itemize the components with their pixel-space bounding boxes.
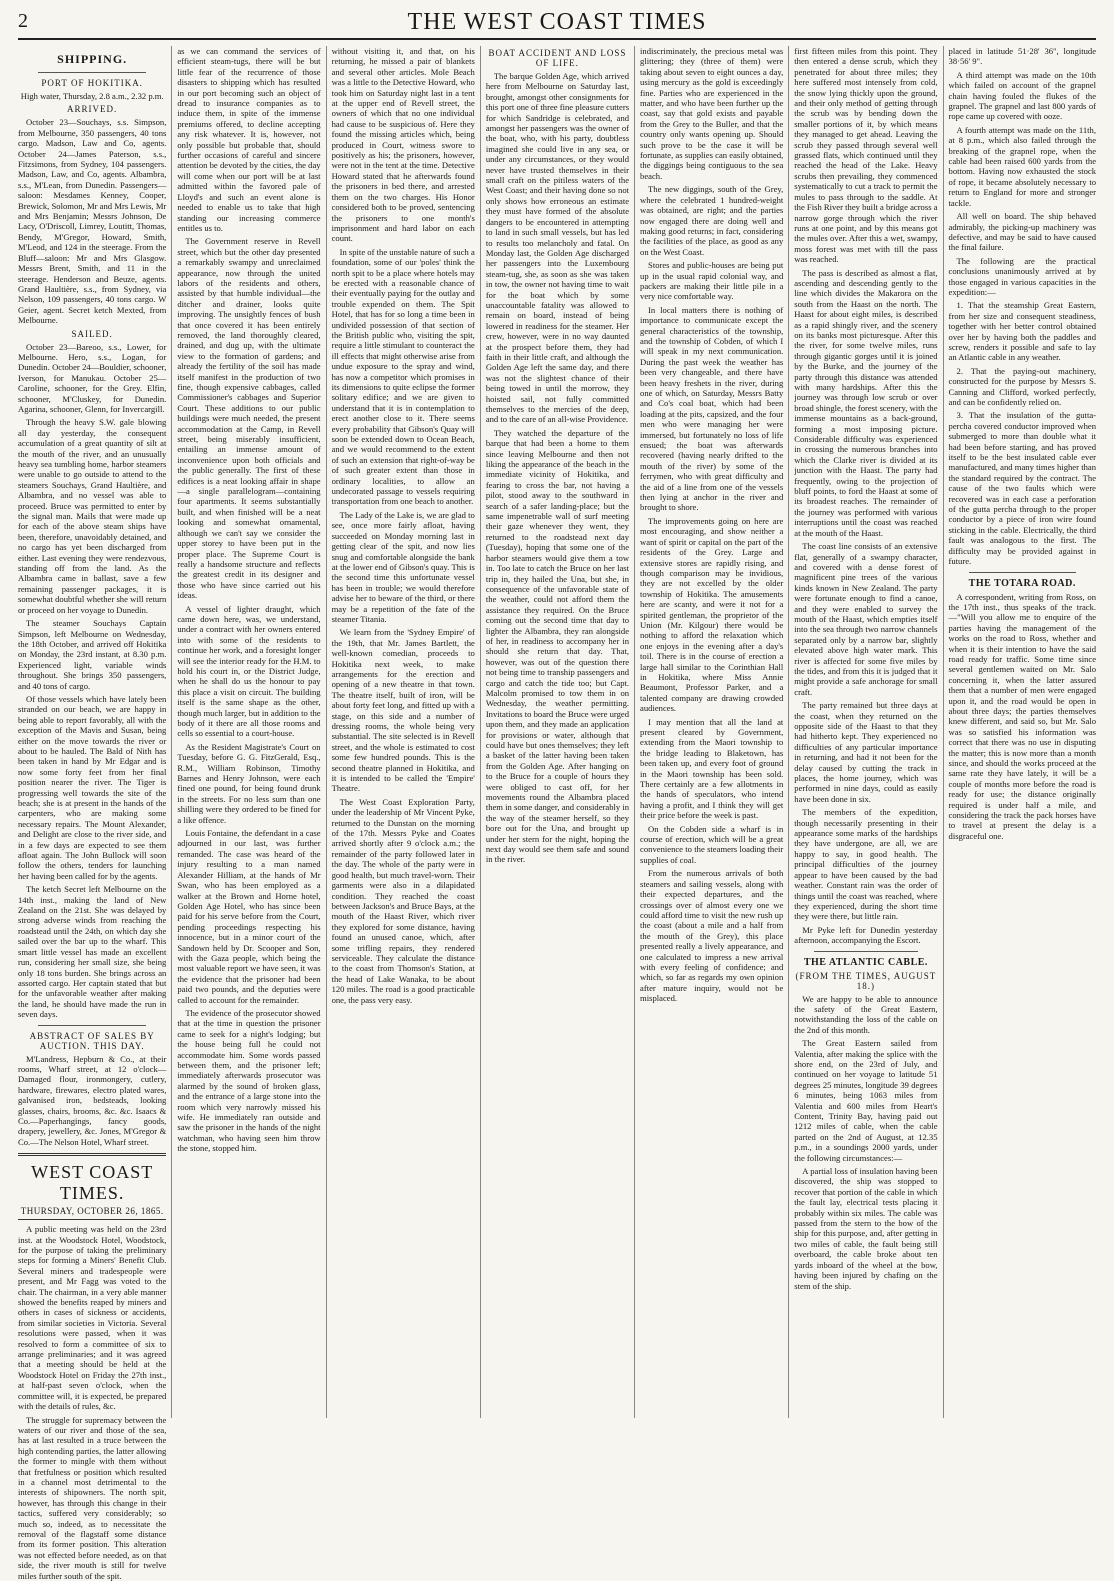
article-paragraph: The improvements going on here are most encouraging, and show neither a want of spirit or capital on the part of the residents of the Grey. Large and extensive stores are rapidly rising, and though comparison may be invidious, they are not excelled by the older township of Hokitika. The amusements here are scanty, and were it not for a spirited gentleman, the proprietor of the Union (Mr. Kilgour) there would be nothing to afford the relaxation which one enjoys in the evening after a day's toil. There is in the course of erection a large hall similar to the Corinthian Hall in Hokitika, where Miss Annie Beaumont, Professor Parker, and a talented company are drawing crowded audiences. [640,516,783,714]
article-paragraph: 1. That the steamship Great Eastern, from her size and consequent steadiness, together with her better control obtained over her by having both the paddles and screw, renders it possible and safe to lay an Atlantic cable in any weather. [949,300,1097,362]
article-paragraph: The West Coast Exploration Party, under the leadership of Mr Vincent Pyke, returned to the Dunstan on the morning of the 17th. Messrs Pyke and Coates arrived shortly after 9 o'clock a.m.; the remainder of the party followed later in the day. The whole of the party were in good health, but much travel-worn. Their garments were also in a dilapidated condition. They reached the coast between Jackson's and Bruce Bays, at the mouth of the Haast River, which river they explored for some distance, having found an unused canoe, which, after some trifling repairs, they rendered serviceable. They calculate the distance to the coast from Thomson's Station, at the head of Lake Wanaka, to be about 120 miles. The road is a good practicable one, the pass very easy. [332,797,475,1005]
column-3 [326,46,480,1418]
article-paragraph: All well on board. The ship behaved admirably, the picking-up machinery was defective, and may be said to have caused the final failure. [949,211,1097,253]
masthead [18,8,1096,40]
arrived-list: October 23—Souchays, s.s. Simpson, from Melbourne, 350 passengers, 40 tons cargo. Madson, Law and Co, agents. October 24—James Paterson, s.s., Fitzsimons, from Sydney, 104 passengers. Madson, Law, and Co, agents. Albambra, s.s., M'Lean, from Dunedin. Passengers—saloon: Mesdames Kenney, Cooper, Brewick, Solomon, Mr and Mrs Lewis, Mr and Mrs Benjamin; Messrs Johnson, De Lacy, O'Driscoll, Limrey, Loutitt, Thomas, Bendy, M'Gregor, Howard, Smith, M'Leod, and 124 in the steerage. From the Bluff—saloon: Mr and Mrs Glasgow. Messrs Brent, Smith, and 11 in the steerage. Henderson and Beuze, agents. Grand Haultière, s.s., from Sydney, via Nelson, 109 passengers, 40 tons cargo. W Geier, agent. Secret ketch Mexted, from Melbourne. [18,117,166,325]
article-paragraph: 3. That the insulation of the gutta-percha covered conductor improved when submerged to more than double what it had been before starting, and has proved itself to be the best insulated cable ever manufactured, and many times higher than the standard required by the contract. The cause of the two faults which were recovered was in each case a perforation of the gutta percha through to the proper conductor by a piece of iron wire found sticking in the cable. Electrically, the third fault was analogous to the first. The difficulty may be provided against in future. [949,410,1097,566]
port-heading: PORT OF HOKITIKA. [18,78,166,88]
article-paragraph: The coast line consists of an extensive flat, generally of a swampy character, and covered with a dense forest of magnificent pine trees of the various kinds known in New Zealand. The party were fortunate enough to find a canoe, and they were enabled to survey the mouth of the Haast, which empties itself into the sea through two narrow channels separated only by a narrow bar, slightly elevated above high water mark. This river is affected for some five miles by the tides, and from this it is judged that it might provide a safe anchorage for small craft. [794,541,937,697]
abstract-heading: ABSTRACT OF SALES BY AUCTION. THIS DAY. [18,1031,166,1051]
column-7 [943,46,1097,1418]
editorial-title: WEST COAST TIMES. [18,1162,166,1204]
divider [38,72,146,73]
divider [18,1153,166,1156]
column-5 [634,46,788,1418]
columns [18,46,1096,1418]
column-2 [171,46,325,1418]
article-paragraph: We are happy to be able to announce the safety of the Great Eastern, notwithstanding the loss of the cable on the 2nd of this month. [794,994,937,1036]
high-water: High water, Thursday, 2.8 a.m., 2.32 p.m. [18,91,166,101]
article-paragraph: Louis Fontaine, the defendant in a case adjourned in our last, was further remanded. The case was heard of the injury resulting to a man named Alexander Hilliam, at the hands of Mr Swan, who has been employed as a walker at the Brown and Horne hotel, Golden Age Hotel, who has since been paid for his serve before from the Court, pending proceedings respecting his innocence, but in a minor court of the Sandown held by Dr. Scooper and Son, with the Gaza people, which being the most valuable report we have seen, it was the evidence that the prisoner had been paid two pounds, and the deputies were called to account for the remainder. [177,828,320,1005]
article-paragraph: The party remained but three days at the coast, when they returned on the opposite side of the Haast to that they had hitherto kept. They experienced no difficulties of any particular importance in returning, and had it not been for the delay caused by cutting the track in places, the home journey, which was performed in nine days, could as easily have been done in six. [794,700,937,804]
article-paragraph: Stores and public-houses are being put up in the usual rapid colonial way, and packers are making their little pile in a very nice comfortable way. [640,260,783,302]
article-paragraph: In local matters there is nothing of importance to communicate except the general characteristics of the township, and the township of Cobden, of which I will speak in my next communication. During the past week the weather has been very changeable, and there have been heavy freshets in the river, during one of which, on Saturday, Messrs Batty and Co's coal boat, which had been loading at the pits, capsized, and the four men who were managing her were immersed, but fortunately no loss of life ensued; the boat was afterwards recovered (having nearly drifted to the mouth of the river) by some of the ferrymen, who with great difficulty and the aid of a line from one of the vessels then lying at anchor in the river and brought to shore. [640,305,783,513]
article-paragraph: Mr Pyke left for Dunedin yesterday afternoon, accompanying the Escort. [794,925,937,946]
article-paragraph: The new diggings, south of the Grey, where the celebrated 1 hundred-weight was obtained, are right; and the parties now engaged there are doing well and making good returns; in fact, considering the facilities of the place, as good as any on the West Coast. [640,184,783,257]
article-paragraph: From the numerous arrivals of both steamers and sailing vessels, along with their expected departures, and the crossings over of almost every one we could afford time to visit the new rush up the coast (about a mile and a half from the mouth of the Grey), this place presented really a lively appearance, and one calculated to impress a new arrival with every feeling of confidence; and which, so far as regards my own opinion after mature inquiry, would not be misplaced. [640,868,783,1003]
editorial-paragraph: The struggle for supremacy between the waters of our river and those of the sea, has at last resulted in a truce between the high contending parties, the latter allowing the former to mingle with them without that fretfulness or position which resulted in a channel most detrimental to the interests of shipowners. The north spit, however, has through this change in their tactics, suffered very considerably; so much so, indeed, as to necessitate the removal of the flagstaff some distance from its former position. This alteration was not effected before needed, as on that side, the river mouth is still for twelve miles further south of the spit. [18,1415,166,1581]
article-paragraph: The pass is described as almost a flat, ascending and descending gently to the line which divides the Makarora on the south from the Haast on the north. The Haast for about eight miles, is described as a rapid shingly river, and the scenery on its banks most picturesque. After this the river, for some twelve miles, runs through gigantic gorges until it is joined by the Burke, and the journey of the party through this distance was attended with many hardships. After this the journey was through low scrub or over broad shingle, the forest scenery, with the immense mountains as a back-ground, forming a most imposing picture. Considerable difficulty was experienced in crossing the numerous branches into which the Clarke river is divided at its junction with the Haast. The party had frequently, owing to the projection of bluff points, to ford the Haast at some of its broadest reaches. The remainder of the journey was performed with various interruptions until the coast was reached at the mouth of the Haast. [794,268,937,539]
article-paragraph: A vessel of lighter draught, which came down here, was, we understand, under a contract with her owners entered into with some of the residents to continue her work, and a foresight longer will see the interior ready for the H.M. to hold his court in, or the District Judge, when he shall do us the honour to pay this place a visit on circuit. The building itself is the same shape as the other, though much larger, but in addition to the body of it there are all those rooms and cells so essential to a court-house. [177,604,320,739]
page-number: 2 [18,10,28,33]
article-paragraph: as we can command the services of efficient steam-tugs, there will be but little fear of the recurrence of those disasters to shipping which has resulted in our port becoming such an object of dread to insurance companies as to induce them, in spite of the immense premiums offered, to decline accepting any risk whatever. It is, however, not only possible but probable that, should further occasions of careful and sincere attention be devoted by the cities, the day will come when our port will be at last admitted within the favored pale of Lloyd's and such an event alone is needed to enable us to take that high standing our increasing commerce entitles us to. [177,46,320,233]
sailed-list: October 23—Bareoo, s.s., Lower, for Melbourne. Hero, s.s., Logan, for Dunedin. October 24—Bouldier, schooner, Iverson, for Manukau. October 25—Caroline, schooner, for the Grey. Elfin, schooner, M'Cluskey, for Dunedin. Agarina, schooner, Glenn, for Invercargill. [18,342,166,415]
column-6 [788,46,942,1418]
boat-accident-heading: BOAT ACCIDENT AND LOSS OF LIFE. [486,48,629,68]
article-paragraph: On the Cobden side a wharf is in course of erection, which will be a great convenience to the steamers loading their supplies of coal. [640,824,783,866]
article-paragraph: The Great Eastern sailed from Valentia, after making the splice with the shore end, on the 23rd of July, and continued on her voyage to latitude 51 degrees 25 minutes, longitude 39 degrees 6 minutes, being 1063 miles from Valentia and 600 miles from Heart's Content, Trinity Bay, having paid out 1212 miles of cable, when the cable parted on the 2nd of August, at 12.35 p.m., in a soundings 2000 yards, under the following circumstances:— [794,1038,937,1163]
sailed-label: SAILED. [18,329,166,339]
article-paragraph: In spite of the unstable nature of such a foundation, some of our 'poles' think the north spit to be a place where hotels may be erected with a reasonable chance of their eventually paying for the outlay and trouble expended on them. The Spit Hotel, that has for so long a time been in undivided possession of that section of the British public who, visiting the spit, require a little stimulant to counteract the ill effects that might otherwise arise from undue exposure to the spray and wind, has now a competitor which promises in its dimensions to quite eclipse the former solitary edifice; and we are given to understand that it is in contemplation to erect another close to it. There seems every probability that Gibson's Quay will soon be extended down to Ocean Beach, and we would recommend to the extent of such an extension that right-of-way be of such greater extent than those in ordinary localities, to allow an undecorated passage to vessels requiring transportation from one beach to another. [332,247,475,507]
article-paragraph: first fifteen miles from this point. They then entered a dense scrub, which they penetrated for about three miles; they here suffered most intensely from cold, the snow lying thickly upon the ground, and their only method of getting through the scrub was by bending down the smaller portions of it, by which means they managed to get ahead. Leaving the scrub they passed through several well grassed flats, which continued until they reached the head of the Lake. Heavy scrubs then prevailing, they commenced systematically to cut a track to permit the mules to pass through to the saddle. At the Fish River they built a bridge across a narrow gorge through which the river runs at one point, and by this means got the mules over. After this a wet, swampy, moss forest was met with till the pass was reached. [794,46,937,265]
editorial-date: THURSDAY, OCTOBER 26, 1865. [18,1206,166,1220]
shipping-paragraph: The steamer Souchays Captain Simpson, left Melbourne on Wednesday, the 18th October, and arrived off Hokitika on Monday, the 23rd instant, at 8.30 p.m. Experienced light, variable winds throughout. She brings 350 passengers, and 40 tons of cargo. [18,618,166,691]
divider [814,951,917,952]
newspaper-title: THE WEST COAST TIMES [18,8,1096,36]
abstract-text: M'Landress, Hepburn & Co., at their rooms, Wharf street, at 12 o'clock—Damaged flour, ironmongery, cutlery, hardware, firewares, electro plated wares, galvanised iron, bedsteads, looking glasses, chairs, brooms, &c. &c. Isaacs & Co.—Paperhangings, fancy goods, drapery, jewellery, &c. Jones, M'Gregor & Co.—The Nelson Hotel, Wharf street. [18,1054,166,1148]
divider [969,572,1077,573]
article-paragraph: As the Resident Magistrate's Court on Tuesday, before G. G. FitzGerald, Esq., R.M., William Robinson, Timothy Barnes and Henry Johnson, were each fined one pound, for being found drunk in the streets. For no less sum than one shilling were they ordered to be fined for a like offence. [177,742,320,825]
article-paragraph: They watched the departure of the barque that had been a home to them since leaving Melbourne and then not liking the appearance of the beach in the immediate vicinity of Hokitika, and fearing to cross the bar, not having a pilot, stood away to the southward in search of a safer landing-place; but the same impenetrable wall of surf meeting their gaze whenever they went, they returned to the roadstead next day (Tuesday), hoping that some one of the harbor steamers would give them a tow in. Too late to catch the Bruce on her last trip in, they hailed the Una, but she, in consequence of the unfavorable state of the weather, could not afford them the assistance they required. On the Bruce coming out the second time that day to lighter the Albambra, they ran alongside of her, in readiness to accompany her in should she return that day. That, however, was out of the question there not being time to tranship passengers and cargo and catch the tide too; but Capt. Malcolm promised to tow them in on Wednesday, the weather permitting. Invitations to board the Bruce were urged upon them, and they made an application for provisions or water, although that could have but ones themselves; they left a basket of the latter having been taken from the Golden Age. After hanging on to the Bruce for a couple of hours they were obliged to cast off, for her movements round the Albambra placed them in some danger, and considerably in the way of the steamer herself, so they bore out for the Una, and brought up under her stern for the night, hoping the next day would see them safe and sound in the river. [486,428,629,865]
article-paragraph: without visiting it, and that, on his returning, he missed a pair of blankets and several other articles. Mole Beach was a little to the Detective Howard, who took him on Saturday night last in a tent at the upper end of Revell street, the owners of which that no one individual had cause to be suspicious of. Here they found the missing articles which, being produced in Court, witness swore to positively as his; the prisoners, however, were not in the tent at the time. Detective Howard stated that he afterwards found the prisoners in bed there, and arrested them on the two charges. His Honor considered both to be proved, sentencing the prisoners to one month's imprisonment and hard labor on each count. [332,46,475,244]
article-paragraph: The evidence of the prosecutor showed that at the time in question the prisoner came to seek for a night's lodging; but the house being full he could not accommodate him. Some words passed between them, and the prisoner left; immediately afterwards prosecutor was alarmed by the sound of broken glass, and the entrance of a large stone into the room which very narrowly missed his wife. He immediately ran outside and saw the prisoner in the hands of the night watchman, who having seen him throw the stone, stopped him. [177,1008,320,1154]
column-4 [480,46,634,1418]
column-1 [18,46,171,1418]
shipping-heading: SHIPPING. [18,52,166,67]
article-paragraph: The barque Golden Age, which arrived here from Melbourne on Saturday last, brought, amongst other consignments for this port one of three fine pleasure cutters for which Sandridge is celebrated, and amongst her passengers was the owner of the boat, who, with his party, doubtless imagined she could live in any sea, or under any circumstances, or they would never have trusted themselves in their small craft on the pitiless waters of the West Coast; and their having done so not only shows how erroneous an estimate they must have formed of the absolute dangers to be encountered in attempting to land in such small vessels, but has led to results too melancholy and fatal. On Monday last, the Golden Age discharged her passengers into the Luxembourg steam-tug, she, as soon as she was taken in tow, the owner not having time to wait for the boat which by some unaccountable fatality was allowed to remain on board, instead of being lowered in readiness for the steamer. Her crew, however, were in no way daunted at the prospect before them, they had faith in their little craft, and although the Golden Age left the same day, and there was not the slightest chance of their being towed in until the morrow, they hoisted sail, not fully committed themselves to the mercies of the deep, and to the care of an all-wise Providence. [486,71,629,425]
article-paragraph: A third attempt was made on the 10th which failed on account of the grapnel chain having fouled the flukes of the grapnel. The grapnel and last 800 yards of rope came up covered with ooze. [949,70,1097,122]
shipping-paragraph: Through the heavy S.W. gale blowing all day yesterday, the consequent accumulation of a great quantity of silt at the mouth of the river, and an unusually heavy sea tumbling home, harbor steamers were unable to go outside to attend to the steamers Souchays, Grand Haultière, and Albambra, and no vessel was able to proceed. Bruce was permitted to enter by the signal man. Mails that were made up for each of the above steam ships have been, therefore, unavoidably detained, and no cargo has yet been discharged from either. Last evening they were rendezvous, standing off from the land. As the Albambra came in ballast, save a few remaining passenger packages, it is somewhat doubtful whether she will return or proceed on her voyage to Dunedin. [18,417,166,615]
arrived-label: ARRIVED. [18,104,166,114]
atlantic-cable-heading: THE ATLANTIC CABLE. [794,957,937,968]
article-paragraph: The Government reserve in Revell street, which but the other day presented a remarkably swampy and unreclaimed appearance, now through the united labors of the residents and others, assisted by that humble individual—the ditcher and drainer, looks quite improving. The unsightly fences of bush that once covered it has been entirely removed, the land thoroughly cleared, drained, and dug up, with the ultimate view to the formation of gardens; and already the fertility of the soil has made itself manifest in the production of two fine, though expensive cabbages, called Commissioner's cabbages and Superior Court. These additions to our public buildings were much needed, the present accommodation at the Camp, in Revell street, being miserably insufficient, entailing an immense amount of inconvenience upon both officials and the public generally. The first of these edifices is a neat looking affair in shape—a single parallelogram—containing four apartments. It seems substantially built, and when finished will be a neat looking and somewhat ornamental, although we can't say we consider the upper storey to have been put in the proper place. The Supreme Court is really a handsome structure and reflects the greatest credit in its designer and those who have since carried out his ideas. [177,236,320,600]
article-paragraph: The Lady of the Lake is, we are glad to see, once more fairly afloat, having succeeded on Monday morning last in getting clear of the spit, and now lies snug and comfortable alongside the bank at the lower end of Gibson's quay. This is the second time this unfortunate vessel has been in trouble; we would therefore advise her to beware of the third, or there may be a repetition of the fate of the steamer Titania. [332,510,475,624]
article-paragraph: 2. That the paying-out machinery, constructed for the purpose by Messrs S. Canning and Clifford, worked perfectly, and can be confidently relied on. [949,366,1097,408]
article-paragraph: The members of the expedition, though necessarily presenting in their appearance some marks of the hardships they have undergone, are all, we are happy to say, in good health. The principal difficulties of the journey appear to have been caused by the bad weather. Constant rain was the order of things until the coast was reached, where they experienced, during the short time they were there, but little rain. [794,807,937,921]
totara-road-heading: THE TOTARA ROAD. [949,578,1097,589]
article-paragraph: We learn from the 'Sydney Empire' of the 19th, that Mr. James Bartlett, the well-known comedian, proceeds to Hokitika next week, to make arrangements for the erection and opening of a new theatre in that town. The theatre itself, built of iron, will be about forty feet long, and fitted up with a stage, on this side and a number of dressing rooms, the whole being very substantial. The site selected is in Revell street, and the whole is estimated to cost some few hundred pounds. This is the second theatre planned in Hokitika, and it is intended to be called the 'Empire' Theatre. [332,627,475,794]
article-paragraph: A partial loss of insulation having been discovered, the ship was stopped to recover that portion of the cable in which the fault lay, electrical tests placing it probably within six miles. The cable was passed from the stern to the bow of the ship for this purpose, and, after getting in two miles of cable, the fault being still overboard, the cable broke about ten yards inboard of the wheel at the bow, having been injured by chafing on the stem of the ship. [794,1166,937,1291]
article-paragraph: indiscriminately, the precious metal was glittering; they (three of them) were taking about seven to eight ounces a day, using mercury as the gold is exceedingly fine. Parties who are experienced in the matter, and who have been further up the coast, say that gold exists and payable from the Grey to the Buller, and that the country only wants opening up. Should such prove to be the case it will be fortunate, as supplies can easily obtained, the diggings being contiguous to the sea beach. [640,46,783,181]
shipping-paragraph: Of those vessels which have lately been stranded on our beach, we are happy in being able to report favorably, all with the exception of the Mavis and Susan, being either on the move towards the river or about to be hauled. The Bald of Nith has been taken in hand by Mr Edgar and is now some forty feet from her final position nearer the river. The Tiger is progressing well towards the site of the beach; she is at present in the hands of the carpenters, who are making some necessary repairs. The Mount Alexander, and Delight are close to the river side, and in a few days are expected to see them afloat again. The John Bullock will soon follow the others, tenders for launching her having been called for by the agents. [18,694,166,881]
article-paragraph: The following are the practical conclusions unanimously arrived at by those engaged in various capacities in the expedition:— [949,256,1097,298]
divider [38,1025,146,1026]
article-paragraph: I may mention that all the land at present cleared by Government, extending from the Maori township to the bridge leading to Blaketown, has been taken up, and every foot of ground in the Maori township has been sold. There certainly are a few allotments in the hands of speculators, who intend having a profit, and I think they will get their price before the week is past. [640,717,783,821]
atlantic-cable-source: (FROM THE TIMES, AUGUST 18.) [794,971,937,991]
article-paragraph: A correspondent, writing from Ross, on the 17th inst., thus speaks of the track.—"Will you allow me to enquire of the parties having the management of the works on the road to Ross, whether and when it is their intention to have the said road ready for traffic. Some time since several gentlemen waited on Mr. Salo concerning it, when the latter assured them that a number of men were engaged upon it, and the road would be open in about three days; the parties themselves knew different, and said so, but Mr. Salo was so satisfied his information was correct that there was no use in disputing the matter; this is now more than a month since, and should the works proceed at the same rate they have lately, it will be a couple of months more before the road is ready for use; the distance originally required is under half a mile, and considering the track the pack horses have to travel at present the delay is a disgraceful one. [949,592,1097,842]
editorial-paragraph: A public meeting was held on the 23rd inst. at the Woodstock Hotel, Woodstock, for the purpose of taking the preliminary steps for forming a Miners' Benefit Club. Several miners and tradespeople were present, and Mr Fagg was voted to the chair. The chairman, in a very able manner showed the benefits reaped by miners and others in cases of sickness or accidents, from similar societies in Victoria. Several resolutions were passed, when it was resolved to form a committee of six to arrange preliminaries; and it was agreed that a meeting should be held at the Woodstock Hotel on Friday the 27th inst., at half-past seven o'clock, when the committee will, it is expected, be prepared with the details of rules, &c. [18,1224,166,1411]
article-paragraph: A fourth attempt was made on the 11th, at 8 p.m., which also failed through the breaking of the grapnel rope, when the cable had been raised 600 yards from the bottom. Having now exhausted the stock of rope, it became absolutely necessary to return to England for more and stronger tackle. [949,125,1097,208]
article-paragraph: placed in latitude 51·28' 36", longitude 38·56' 9". [949,46,1097,67]
shipping-paragraph: The ketch Secret left Melbourne on the 14th inst., making the land of New Zealand on the 21st. She was delayed by strong adverse winds from reaching the roadstead until the 24th, on which day she sailed over the bar up to the wharf. This smart little vessel has made an excellent run, considering her small size, she being only 18 tons burden. She brings across an assorted cargo. Her captain stated that but for the unfavorable weather after making the land, he should have made the run in seven days. [18,884,166,1019]
